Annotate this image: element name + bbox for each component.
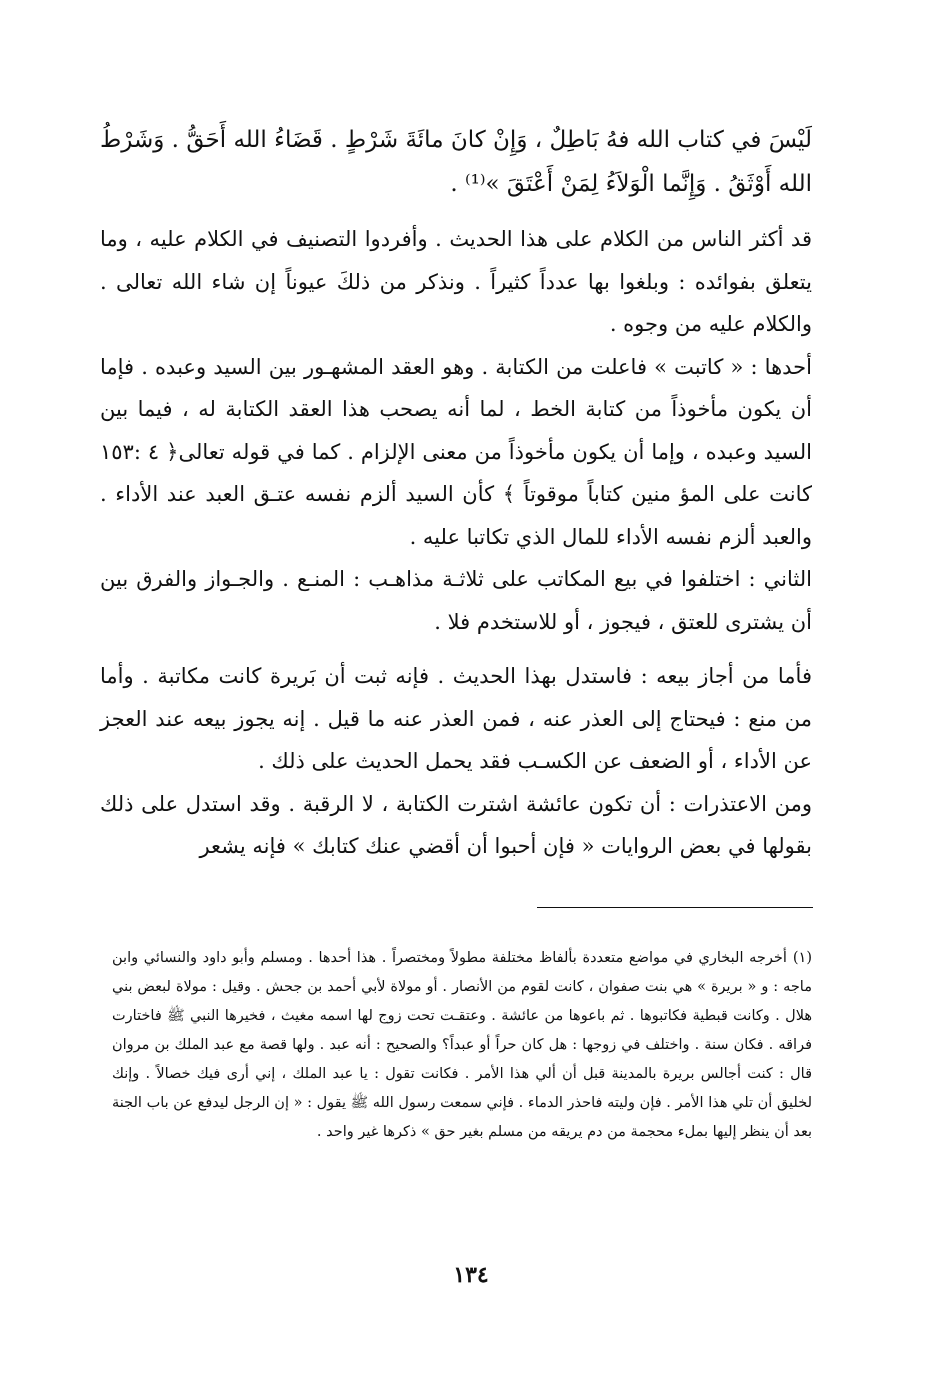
page-number: ١٣٤ (453, 1262, 489, 1288)
second-aspect-paragraph: الثاني : اختلفوا في بيع المكاتب على ثلاثـة مذاهـب : المنـع . والجـواز والفرق بين أن يشترى للعتق ، فيجوز ، أو للاستخدم فلا . (100, 567, 812, 634)
sale-permission-paragraph: فأما من أجاز بيعه : فاستدل بهذا الحديث . فإنه ثبت أن بَريرة كانت مكاتبة . وأما من منع : فيحتاج إلى العذر عنه ، فمن العذر عنه ما قيل . إنه يجوز بيعه عند العجز عن الأداء ، أو الضعف عن الكسـب فقد يحمل الحديث على ذلك . (100, 664, 812, 773)
hadith-quote-paragraph: لَيْسَ في كتاب الله فهُ بَاطِلٌ ، وَإِنْ كانَ مائَةَ شَرْطٍ . قَضَاءُ الله أَحَقُّ . وَشَرْطُ الله أَوْثَقُ . وَإِنَّما الْوَلاَءُ لِمَنْ أَعْتَقَ »⁽¹⁾ . (100, 127, 812, 197)
footnote-marker: (١) (792, 950, 812, 966)
footnote-divider (537, 907, 813, 908)
commentary-intro-paragraph: قد أكثر الناس من الكلام على هذا الحديث . وأفردوا التصنيف في الكلام عليه ، وما يتعلق بفوائده : وبلغوا بها عدداً كثيراً . ونذكر من ذلكَ عيوناً إن شاء الله تعالى . والكلام عليه من وجوه . (100, 227, 812, 336)
excuses-paragraph: ومن الاعتذرات : أن تكون عائشة اشترت الكتابة ، لا الرقبة . وقد استدل على ذلك بقولها في بعض الروايات « فإن أحبوا أن أقضي عنك كتابك » فإنه يشعر (100, 791, 812, 858)
footnote (112, 944, 812, 1147)
first-aspect-paragraph: أحدها : « كاتبت » فاعلت من الكتابة . وهو العقد المشهـور بين السيد وعبده . فإما أن يكون مأخوذاً من كتابة الخط ، لما أنه يصحب هذا العقد الكتابة له ، فيما بين السيد وعبده ، وإما أن يكون مأخوذاً من معنى الإلزام . كما في قوله تعالى﴿ ٤ :١٥٣ كانت على المؤ منين كتاباً موقوتاً ﴾ كأن السيد ألزم نفسه عتـق العبد عند الأداء . والعبد ألزم نفسه الأداء للمال الذي تكاتبا عليه . (100, 354, 812, 549)
footnote-text: أخرجه البخاري في مواضع متعددة بألفاظ مختلفة مطولاً ومختصراً . هذا أحدها . ومسلم وأبو داود والنسائي وابن ماجه : و « بريرة » هي بنت صفوان ، كانت لقوم من الأنصار . أو مولاة لأبي أحمد بن جحش . وقيل : مولاة لبعض بني هلال . وكانت قبطية فكاتبوها . ثم باعوها من عائشة . وعتقـت تحت زوج لها اسمه مغيث ، فخيرها النبي ﷺ فاختارت فراقه . فكان سنة . واختلف في زوجها : هل كان حراً أو عبداً؟ والصحيح : أنه عبد . ولها قصة مع عبد الملك بن مروان قال : كنت أجالس بريرة بالمدينة قبل أن ألي هذا الأمر . فكانت تقول : يا عبد الملك ، إني أرى فيك خصالاً . وإنك لخليق أن تلي هذا الأمر . فإن وليته فاحذر الدماء . فإني سمعت رسول الله ﷺ يقول : « إن الرجل ليدفع عن باب الجنة بعد أن ينظر إليها بملء محجمة من دم يريقه من مسلم بغير حق » ذكرها غير واحد . (112, 950, 812, 1140)
footnotes-section (112, 944, 812, 1147)
main-text-body (100, 118, 812, 868)
